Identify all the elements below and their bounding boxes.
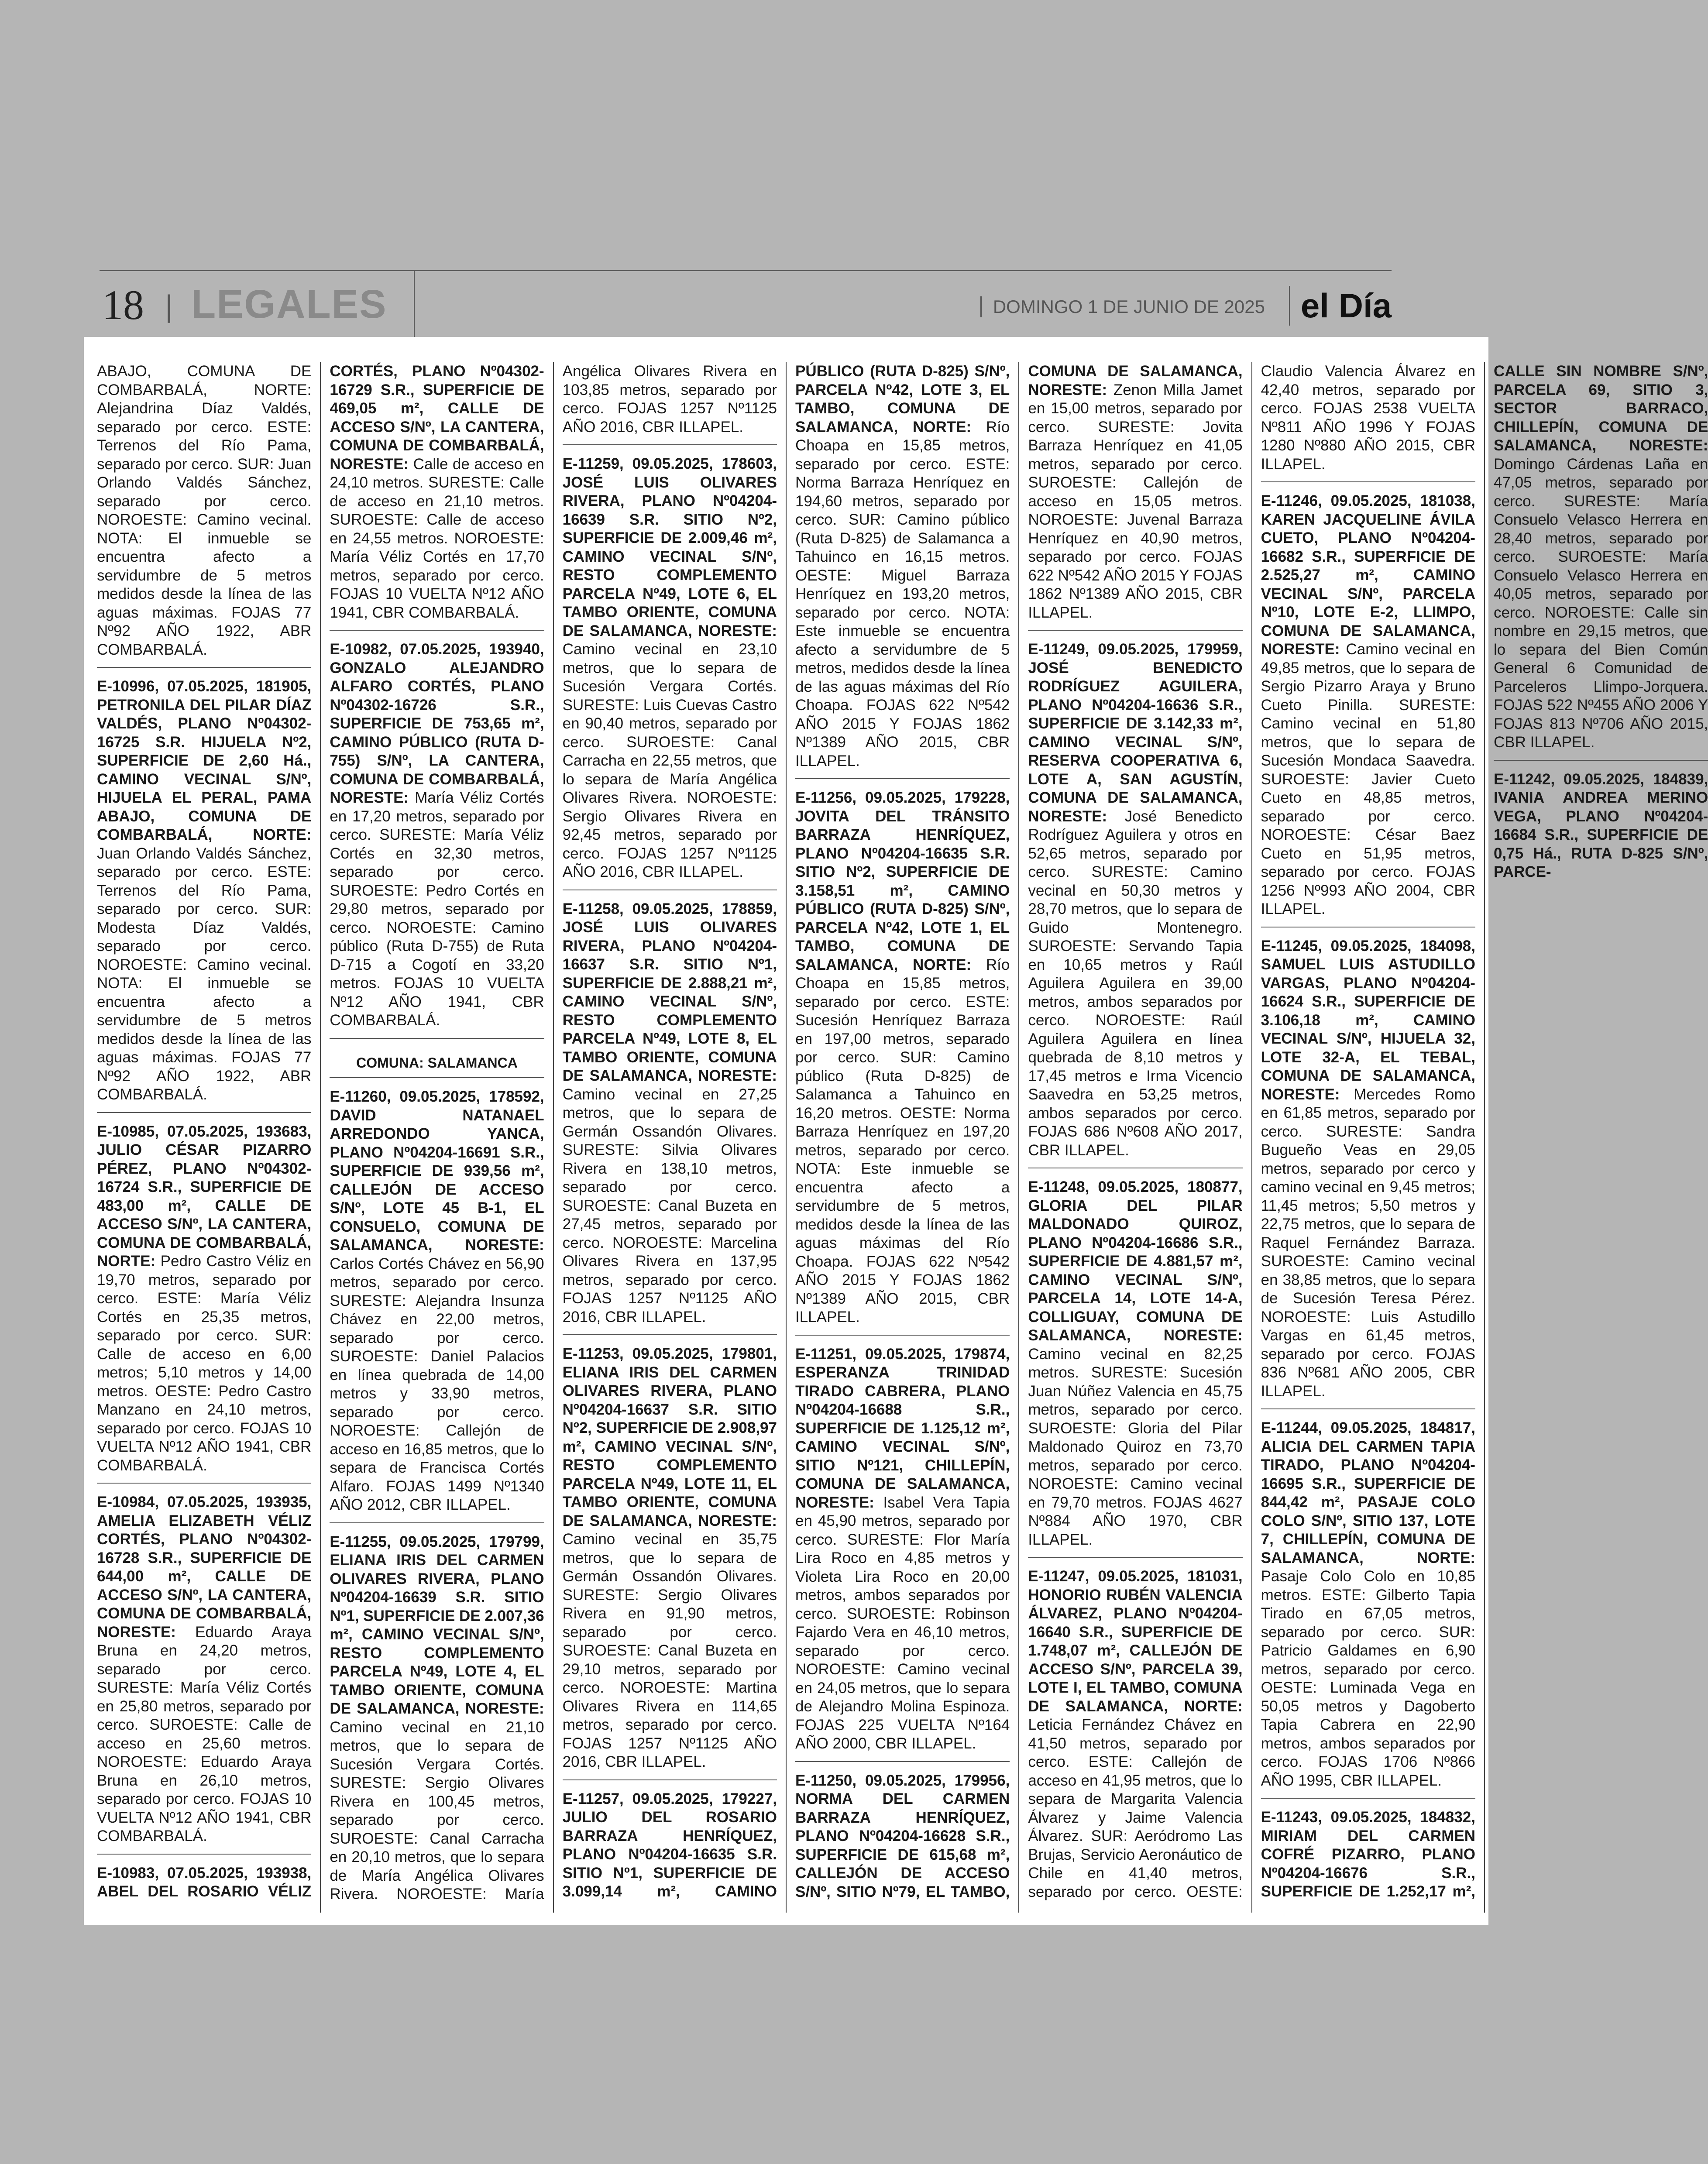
legal-notice (97, 362, 311, 668)
notice-heading: E-11245, 09.05.2025, 184098, SAMUEL LUIS ASTUDILLO VARGAS, PLANO Nº04204-16624 S.R., SUPERFICIE DE 3.106,18 m², CAMINO VECINAL S/Nº, HIJUELA 32, LOTE 32-A, EL TEBAL, COMUNA DE SALAMANCA, NORESTE: (1261, 937, 1475, 1103)
notice-heading: E-11258, 09.05.2025, 178859, JOSÉ LUIS OLIVARES RIVERA, PLANO Nº04204-16637 S.R. SITIO Nº1, SUPERFICIE DE 2.888,21 m², CAMINO VECINAL S/Nº, RESTO COMPLEMENTO PARCELA Nº49, LOTE 8, EL TAMBO ORIENTE, COMUNA DE SALAMANCA, NORESTE: (562, 900, 777, 1084)
legal-notice (1261, 1419, 1475, 1799)
notice-heading: E-11255, 09.05.2025, 179799, ELIANA IRIS DEL CARMEN OLIVARES RIVERA, PLANO Nº04204-16639 S.R. SITIO Nº1, SUPERFICIE DE 2.007,36 m², CAMINO VECINAL S/Nº, RESTO COMPLEMENTO PARCELA Nº49, LOTE 4, EL TAMBO ORIENTE, COMUNA DE SALAMANCA, NORESTE: (330, 1533, 544, 1717)
legal-notice (97, 677, 311, 1113)
legal-notice (330, 640, 544, 1039)
legal-notice (1494, 770, 1708, 890)
notice-columns (97, 362, 1708, 1913)
newspaper-logo: el Día (1289, 286, 1392, 326)
notice-body: José Benedicto Rodríguez Aguilera y otros en 52,65 metros, separado por cerco. SURESTE: Camino vecinal en 50,30 metros y 28,70 metros, que lo separa de Guido Montenegro. SUROESTE: Servando Tapia en 10,65 metros y Raúl Aguilera Aguilera en 39,00 metros, ambos separados por cerco. NOROESTE: Raúl Aguilera Aguilera en línea quebrada de 8,10 metros y 17,45 metros e Irma Vicencio Saavedra en 53,25 metros, ambos separados por cerco. FOJAS 686 Nº608 AÑO 2017, CBR ILLAPEL. (1028, 807, 1243, 1159)
legal-notice (563, 1345, 777, 1780)
notice-body: Camino vecinal en 35,75 metros, que lo separa de Germán Ossandón Olivares. SURESTE: Sergio Olivares Rivera en 91,90 metros, separado por cerco. SUROESTE: Canal Buzeta en 29,10 metros, separado por cerco. NOROESTE: Martina Olivares Rivera en 114,65 metros, separado por cerco. FOJAS 1257 Nº1125 AÑO 2016, CBR ILLAPEL. (562, 1531, 777, 1770)
notice-heading: E-11257, 09.05.2025, 179227, JULIO DEL ROSARIO BARRAZA HENRÍQUEZ, PLANO Nº04204-16635 S.R. SITIO Nº1, SUPERFICIE DE 3.099,14 m², CAMINO PÚBLICO (RUTA D-825) S/Nº, PARCELA Nº42, LOTE 3, EL TAMBO, COMUNA DE SALAMANCA, NORTE: (562, 363, 1010, 1900)
notice-heading: E-11250, 09.05.2025, 179956, NORMA DEL CARMEN BARRAZA HENRÍQUEZ, PLANO Nº04204-16628 S.R., SUPERFICIE DE 615,68 m², CALLEJÓN DE ACCESO S/Nº, SITIO Nº79, EL TAMBO, COMUNA DE SALAMANCA, NORESTE: (795, 363, 1243, 1900)
notice-heading: E-11251, 09.05.2025, 179874, ESPERANZA TRINIDAD TIRADO CABRERA, PLANO Nº04204-16688 S.R., SUPERFICIE DE 1.125,12 m², CAMINO VECINAL S/Nº, SITIO Nº121, CHILLEPÍN, COMUNA DE SALAMANCA, NORESTE: (795, 1345, 1010, 1511)
notice-heading: E-11259, 09.05.2025, 178603, JOSÉ LUIS OLIVARES RIVERA, PLANO Nº04204-16639 S.R. SITIO Nº2, SUPERFICIE DE 2.009,46 m², CAMINO VECINAL S/Nº, RESTO COMPLEMENTO PARCELA Nº49, LOTE 6, EL TAMBO ORIENTE, COMUNA DE SALAMANCA, NORESTE: (562, 455, 777, 639)
notice-heading: E-11247, 09.05.2025, 181031, HONORIO RUBÉN VALENCIA ÁLVAREZ, PLANO Nº04204-16640 S.R., SUPERFICIE DE 1.748,07 m², CALLEJÓN DE ACCESO S/Nº, PARCELA 39, LOTE I, EL TAMBO, COMUNA DE SALAMANCA, NORTE: (1028, 1568, 1243, 1715)
notice-body: Isabel Vera Tapia en 45,90 metros, separado por cerco. SURESTE: Flor María Lira Roco en 4,85 metros y Violeta Lira Roco en 20,00 metros, ambos separados por cerco. SUROESTE: Robinson Fajardo Vera en 46,10 metros, separado por cerco. NOROESTE: Camino vecinal en 24,05 metros, que lo separa de Alejandro Molina Espinoza. FOJAS 225 VUELTA Nº164 AÑO 2000, CBR ILLAPEL. (795, 1494, 1010, 1752)
notice-body: Río Choapa en 15,85 metros, separado por cerco. ESTE: Norma Barraza Henríquez en 194,60 metros, separado por cerco. SUR: Camino público (Ruta D-825) de Salamanca a Tahuinco en 16,15 metros. OESTE: Miguel Barraza Henríquez en 193,20 metros, separado por cerco. NOTA: Este inmueble se encuentra afecto a servidumbre de 5 metros, medidos desde la línea de las aguas máximas del Río Choapa. FOJAS 622 Nº542 AÑO 2015 Y FOJAS 1862 Nº1389 AÑO 2015, CBR ILLAPEL. (795, 418, 1010, 769)
notice-body: Camino vecinal en 27,25 metros, que lo separa de Germán Ossandón Olivares. SURESTE: Silvia Olivares Rivera en 138,10 metros, separado por cerco. SUROESTE: Canal Buzeta en 27,45 metros, separado por cerco. NOROESTE: Marcelina Olivares Rivera en 137,95 metros, separado por cerco. FOJAS 1257 Nº1125 AÑO 2016, CBR ILLAPEL. (562, 1085, 777, 1326)
notice-heading: E-10984, 07.05.2025, 193935, AMELIA ELIZABETH VÉLIZ CORTÉS, PLANO Nº04302-16728 S.R., SUPERFICIE DE 644,00 m², CALLE DE ACCESO S/Nº, LA CANTERA, COMUNA DE COMBARBALÁ, NORESTE: (97, 1494, 312, 1641)
notice-heading: E-11244, 09.05.2025, 184817, ALICIA DEL CARMEN TAPIA TIRADO, PLANO Nº04204-16695 S.R., SUPERFICIE DE 844,42 m², PASAJE COLO COLO S/Nº, SITIO 137, LOTE 7, CHILLEPÍN, COMUNA DE SALAMANCA, NORTE: (1261, 1419, 1475, 1566)
header-separator: | (165, 289, 173, 323)
notice-body: María Véliz Cortés en 17,20 metros, separado por cerco. SURESTE: María Véliz Cortés en 32,30 metros, separado por cerco. SUROESTE: Pedro Cortés en 29,80 metros, separado por cerco. NOROESTE: Camino público (Ruta D-755) de Ruta D-715 a Cogotí en 33,20 metros. FOJAS 10 VUELTA Nº12 AÑO 1941, CBR COMBARBALÁ. (330, 789, 544, 1029)
page-number: 18 (102, 282, 144, 328)
notice-body: Camino vecinal en 21,10 metros, que lo separa de Sucesión Vergara Cortés. SURESTE: Sergio Olivares Rivera en 100,45 metros, separado por cerco. SUROESTE: Canal Carracha en 20,10 metros, que lo separa de María Angélica Olivares Rivera. NOROESTE: María Angélica Olivares Rivera en 103,85 metros, separado por cerco. FOJAS 1257 Nº1125 AÑO 2016, CBR ILLAPEL. (330, 363, 777, 1903)
legal-notice (1028, 640, 1242, 1168)
legal-notice (1261, 492, 1475, 927)
notice-body: Pasaje Colo Colo en 10,85 metros. ESTE: Gilberto Tapia Tirado en 67,05 metros, separado por cerco. SUR: Patricio Galdames en 6,90 metros, separado por cerco. OESTE: Luminada Vega en 50,05 metros y Dagoberto Tapia Cabrera en 22,90 metros, ambos separados por cerco. FOJAS 1706 Nº866 AÑO 1995, CBR ILLAPEL. (1261, 1568, 1475, 1789)
page-header (100, 270, 1392, 337)
notice-body: ABAJO, COMUNA DE COMBARBALÁ, NORTE: Alejandrina Díaz Valdés, separado por cerco. ESTE: Terrenos del Río Pama, separado por cerco. SUR: Juan Orlando Valdés Sánchez, separado por cerco. NOROESTE: Camino vecinal. NOTA: El inmueble se encuentra afecto a servidumbre de 5 metros medidos desde la línea de las aguas máximas. FOJAS 77 Nº92 AÑO 1922, ABR COMBARBALÁ. (97, 363, 312, 658)
notice-body: Zenon Milla Jamet en 15,00 metros, separado por cerco. SURESTE: Jovita Barraza Henríquez en 41,05 metros, separado por cerco. SUROESTE: Callejón de acceso en 15,05 metros. NOROESTE: Juvenal Barraza Henríquez en 40,90 metros, separado por cerco. FOJAS 622 Nº542 AÑO 2015 Y FOJAS 1862 Nº1389 AÑO 2015, CBR ILLAPEL. (1028, 381, 1243, 621)
notice-heading: E-10996, 07.05.2025, 181905, PETRONILA DEL PILAR DÍAZ VALDÉS, PLANO Nº04302-16725 S.R. HIJUELA Nº2, SUPERFICIE DE 2,60 Há., CAMINO VECINAL S/Nº, HIJUELA EL PERAL, PAMA ABAJO, COMUNA DE COMBARBALÁ, NORTE: (97, 678, 312, 843)
issue-date: DOMINGO 1 DE JUNIO DE 2025 (980, 296, 1265, 317)
legal-notice (97, 1123, 311, 1484)
legal-notice (795, 1345, 1010, 1762)
notice-heading: E-11249, 09.05.2025, 179959, JOSÉ BENEDICTO RODRÍGUEZ AGUILERA, PLANO Nº04204-16636 S.R., SUPERFICIE DE 3.142,33 m², CAMINO VECINAL S/Nº, RESERVA COOPERATIVA 6, LOTE A, SAN AGUSTÍN, COMUNA DE SALAMANCA, NORESTE: (1028, 641, 1243, 825)
legal-notice (795, 789, 1010, 1336)
notice-heading: E-10983, 07.05.2025, 193938, ABEL DEL ROSARIO VÉLIZ CORTÉS, PLANO Nº04302-16729 S.R., SUPERFICIE DE 469,05 m², CALLE DE ACCESO S/Nº, LA CANTERA, COMUNA DE COMBARBALÁ, NORESTE: (97, 363, 544, 1900)
header-divider (414, 271, 415, 337)
legal-notice (563, 900, 777, 1336)
legal-notices-sheet (84, 337, 1708, 1925)
notice-body: Juan Orlando Valdés Sánchez, separado por cerco. ESTE: Terrenos del Río Pama, separado por cerco. SUR: Modesta Díaz Valdés, separado por cerco. NOROESTE: Camino vecinal. NOTA: El inmueble se encuentra afecto a servidumbre de 5 metros medidos desde la línea de las aguas máximas. FOJAS 77 Nº92 AÑO 1922, ABR COMBARBALÁ. (97, 845, 312, 1103)
legal-notice (1028, 1178, 1242, 1558)
legal-notice (97, 1493, 311, 1855)
notice-body: Eduardo Araya Bruna en 24,20 metros, separado por cerco. SURESTE: María Véliz Cortés en 25,80 metros, separado por cerco. SUROESTE: Calle de acceso en 25,60 metros. NOROESTE: Eduardo Araya Bruna en 26,10 metros, separado por cerco. FOJAS 10 VUELTA Nº12 AÑO 1941, CBR COMBARBALÁ. (97, 1623, 312, 1845)
notice-body: Carlos Cortés Chávez en 56,90 metros, separado por cerco. SURESTE: Alejandra Insunza Chávez en 22,00 metros, separado por cerco. SUROESTE: Daniel Palacios en línea quebrada de 14,00 metros y 33,90 metros, separado por cerco. NOROESTE: Callejón de acceso en 16,85 metros, que lo separa de Francisca Cortés Alfaro. FOJAS 1499 Nº1340 AÑO 2012, CBR ILLAPEL. (330, 1255, 544, 1513)
notice-heading: E-11248, 09.05.2025, 180877, GLORIA DEL PILAR MALDONADO QUIROZ, PLANO Nº04204-16686 S.R., SUPERFICIE DE 4.881,57 m², CAMINO VECINAL S/Nº, PARCELA 14, LOTE 14-A, COLLIGUAY, COMUNA DE SALAMANCA, NORESTE: (1028, 1178, 1243, 1344)
notice-heading: E-10985, 07.05.2025, 193683, JULIO CÉSAR PIZARRO PÉREZ, PLANO Nº04302-16724 S.R., SUPERFICIE DE 483,00 m², CALLE DE ACCESO S/Nº, LA CANTERA, COMUNA DE COMBARBALÁ, NORTE: (97, 1123, 312, 1270)
notice-body: Pedro Castro Véliz en 19,70 metros, separado por cerco. ESTE: María Véliz Cortés en 25,35 metros, separado por cerco. SUR: Calle de acceso en 6,00 metros; 5,10 metros y 14,00 metros. OESTE: Pedro Castro Manzano en 24,10 metros, separado por cerco. FOJAS 10 VUELTA Nº12 AÑO 1941, CBR COMBARBALÁ. (97, 1253, 312, 1474)
legal-notice (330, 1088, 544, 1523)
notice-body: Calle de acceso en 24,10 metros. SURESTE: Calle de acceso en 21,10 metros. SUROESTE: Calle de acceso en 24,55 metros. NOROESTE: María Véliz Cortés en 17,70 metros, separado por cerco. FOJAS 10 VUELTA Nº12 AÑO 1941, CBR COMBARBALÁ. (330, 455, 544, 621)
notice-body: Domingo Cárdenas Laña en 47,05 metros, separado por cerco. SURESTE: María Consuelo Velasco Herrera en 28,40 metros, separado por cerco. SUROESTE: María Consuelo Velasco Herrera en 40,05 metros, separado por cerco. NOROESTE: Calle sin nombre en 29,15 metros, que lo separa del Bien Común General 6 Comunidad de Parceleros Llimpo-Jorquera. FOJAS 522 Nº455 AÑO 2006 Y FOJAS 813 Nº706 AÑO 2015, CBR ILLAPEL. (1493, 455, 1708, 751)
notice-body: Leticia Fernández Chávez en 41,50 metros, separado por cerco. ESTE: Callejón de acceso en 41,95 metros, que lo separa de Margarita Valencia Álvarez y Jaime Valencia Álvarez. SUR: Aeródromo Las Brujas, Servicio Aeronáutico de Chile en 41,40 metros, separado por cerco. OESTE: Claudio Valencia Álvarez en 42,40 metros, separado por cerco. FOJAS 2538 VUELTA Nº811 AÑO 1996 Y FOJAS 1280 Nº880 AÑO 2015, CBR ILLAPEL. (1028, 363, 1475, 1900)
notice-heading: E-11243, 09.05.2025, 184832, MIRIAM DEL CARMEN COFRÉ PIZARRO, PLANO Nº04204-16676 S.R., SUPERFICIE DE 1.252,17 m², CALLE SIN NOMBRE S/Nº, PARCELA 69, SITIO 3, SECTOR BARRACO, CHILLEPÍN, COMUNA DE SALAMANCA, NORESTE: (1261, 363, 1708, 1900)
comuna-heading: COMUNA: SALAMANCA (330, 1048, 544, 1079)
notice-heading: E-11260, 09.05.2025, 178592, DAVID NATANAEL ARREDONDO YANCA, PLANO Nº04204-16691 S.R., SUPERFICIE DE 939,56 m², CALLEJÓN DE ACCESO S/Nº, LOTE 45 B-1, EL CONSUELO, COMUNA DE SALAMANCA, NORESTE: (330, 1088, 544, 1254)
legal-notice (563, 455, 777, 890)
notice-body: Camino vecinal en 82,25 metros. SURESTE: Sucesión Juan Núñez Valencia en 45,75 metros, separado por cerco. SUROESTE: Gloria del Pilar Maldonado Quiroz en 73,70 metros, separado por cerco. NOROESTE: Camino vecinal en 79,70 metros. FOJAS 4627 Nº884 AÑO 1970, CBR ILLAPEL. (1028, 1345, 1243, 1548)
notice-body: Río Choapa en 15,85 metros, separado por cerco. ESTE: Sucesión Henríquez Barraza en 197,00 metros, separado por cerco. SUR: Camino público (Ruta D-825) de Salamanca a Tahuinco en 16,20 metros. OESTE: Norma Barraza Henríquez en 197,20 metros, separado por cerco. NOTA: Este inmueble se encuentra afecto a servidumbre de 5 metros, medidos desde la línea de las aguas máximas del Río Choapa. FOJAS 622 Nº542 AÑO 2015 Y FOJAS 1862 Nº1389 AÑO 2015, CBR ILLAPEL. (795, 956, 1010, 1326)
notice-heading: E-11242, 09.05.2025, 184839, IVANIA ANDREA MERINO VEGA, PLANO Nº04204-16684 S.R., SUPERFICIE DE 0,75 Há., RUTA D-825 S/Nº, PARCE- (1493, 770, 1708, 880)
notice-heading: E-11246, 09.05.2025, 181038, KAREN JACQUELINE ÁVILA CUETO, PLANO Nº04204-16682 S.R., SUPERFICIE DE 2.525,27 m², CAMINO VECINAL S/Nº, PARCELA Nº10, LOTE E-2, LLIMPO, COMUNA DE SALAMANCA, NORESTE: (1261, 492, 1475, 658)
notice-body: Mercedes Romo en 61,85 metros, separado por cerco. SURESTE: Sandra Bugueño Veas en 29,05 metros, separado por cerco y camino vecinal en 9,45 metros; 11,45 metros; 5,50 metros y 22,75 metros, que lo separa de Raquel Fernández Barraza. SUROESTE: Camino vecinal en 38,85 metros, que lo separa de Sucesión Teresa Pérez. NOROESTE: Luis Astudillo Vargas en 61,45 metros, separado por cerco. FOJAS 836 Nº681 AÑO 2005, CBR ILLAPEL. (1261, 1085, 1475, 1400)
notice-heading: E-11253, 09.05.2025, 179801, ELIANA IRIS DEL CARMEN OLIVARES RIVERA, PLANO Nº04204-16637 S.R. SITIO Nº2, SUPERFICIE DE 2.908,97 m², CAMINO VECINAL S/Nº, RESTO COMPLEMENTO PARCELA Nº49, LOTE 11, EL TAMBO ORIENTE, COMUNA DE SALAMANCA, NORESTE: (562, 1345, 777, 1529)
notice-body: Camino vecinal en 49,85 metros, que lo separa de Sergio Pizarro Araya y Bruno Cueto Pinilla. SURESTE: Camino vecinal en 51,80 metros, que lo separa de Sucesión Mondaca Saavedra. SUROESTE: Javier Cueto Cueto en 48,85 metros, separado por cerco. NOROESTE: César Baez Cueto en 51,95 metros, separado por cerco. FOJAS 1256 Nº993 AÑO 2004, CBR ILLAPEL. (1261, 641, 1475, 917)
notice-heading: E-10982, 07.05.2025, 193940, GONZALO ALEJANDRO ALFARO CORTÉS, PLANO Nº04302-16726 S.R., SUPERFICIE DE 753,65 m², CAMINO PÚBLICO (RUTA D-755) S/Nº, LA CANTERA, COMUNA DE COMBARBALÁ, NORESTE: (330, 641, 544, 806)
notice-body: Camino vecinal en 23,10 metros, que lo separa de Sucesión Vergara Cortés. SURESTE: Luis Cuevas Castro en 90,40 metros, separado por cerco. SUROESTE: Canal Carracha en 22,55 metros, que lo separa de María Angélica Olivares Rivera. NOROESTE: Sergio Olivares Rivera en 92,45 metros, separado por cerco. FOJAS 1257 Nº1125 AÑO 2016, CBR ILLAPEL. (562, 641, 777, 880)
notice-heading: E-11256, 09.05.2025, 179228, JOVITA DEL TRÁNSITO BARRAZA HENRÍQUEZ, PLANO Nº04204-16635 S.R. SITIO Nº2, SUPERFICIE DE 3.158,51 m², CAMINO PÚBLICO (RUTA D-825) S/Nº, PARCELA Nº42, LOTE 1, EL TAMBO, COMUNA DE SALAMANCA, NORTE: (795, 789, 1010, 973)
section-title: LEGALES (191, 282, 387, 326)
legal-notice (1261, 937, 1475, 1410)
